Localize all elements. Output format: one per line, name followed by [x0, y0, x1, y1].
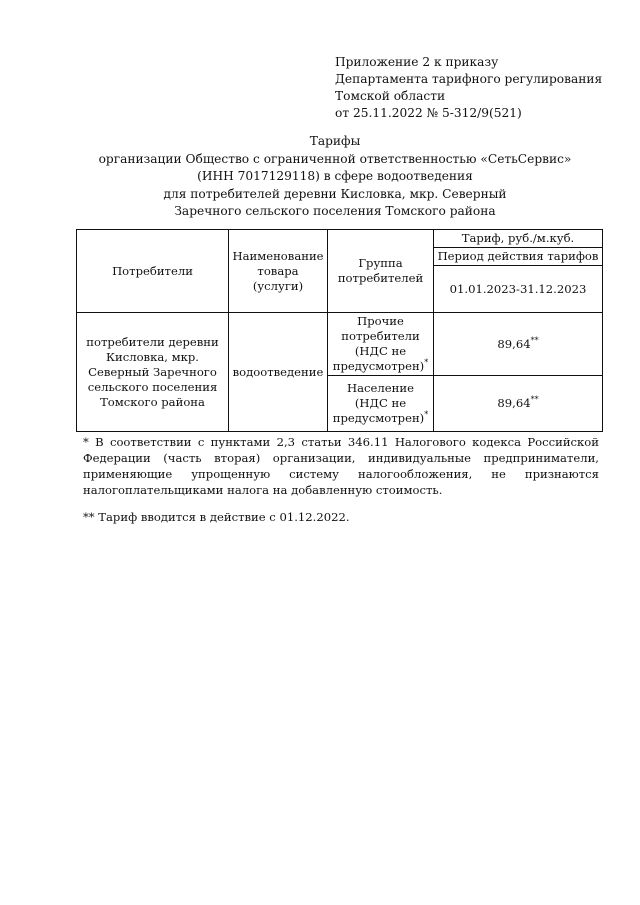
- header-period: Период действия тарифов: [434, 248, 603, 266]
- title-line-4: для потребителей деревни Кисловка, мкр. Северный: [163, 186, 507, 201]
- tariff-table: [76, 229, 603, 432]
- cell-tariff-value: [434, 313, 603, 376]
- cell-group: [328, 376, 434, 432]
- footnote-1: * В соответствии с пунктами 2,3 статьи 346.11 Налогового кодекса Российской Федерации (часть вторая) организации, индивидуальные предприниматели, применяющие упрощенную систему налогообложения, не признаются налогоплательщиками налога на добавленную стоимость.: [83, 435, 599, 497]
- footnote-mark: *: [424, 358, 429, 368]
- header-product: Наименование товара (услуги): [229, 230, 328, 313]
- header-tariff: Тариф, руб./м.куб.: [434, 230, 603, 248]
- title-line-5: Заречного сельского поселения Томского района: [174, 204, 496, 218]
- appendix-line-3: Томской области: [335, 89, 446, 103]
- appendix-line-1: Приложение 2 к приказу: [335, 55, 499, 69]
- table-row: [77, 313, 603, 376]
- cell-consumer: потребители деревни Кисловка, мкр. Северный Заречного сельского поселения Томского района: [77, 313, 229, 432]
- appendix-header: [335, 54, 625, 122]
- appendix-line-4: от 25.11.2022 № 5-312/9(521): [335, 106, 522, 120]
- cell-tariff-value: [434, 376, 603, 432]
- appendix-line-2: Департамента тарифного регулирования: [335, 72, 603, 86]
- tariff-value: 89,64: [497, 396, 531, 410]
- title-line-1: Тарифы: [309, 134, 361, 148]
- header-period-value: 01.01.2023-31.12.2023: [434, 266, 603, 313]
- cell-group: [328, 313, 434, 376]
- footnote-2: ** Тариф вводится в действие с 01.12.2022.: [83, 510, 350, 524]
- table-header-row: [77, 230, 603, 248]
- footnotes: [83, 434, 599, 525]
- footnote-mark: **: [530, 395, 539, 405]
- group-text: Население (НДС не предусмотрен): [332, 381, 425, 425]
- header-consumers: Потребители: [77, 230, 229, 313]
- title-line-3: (ИНН 7017129118) в сфере водоотведения: [197, 169, 473, 183]
- footnote-mark: *: [424, 410, 429, 420]
- cell-product: водоотведение: [229, 313, 328, 432]
- footnote-mark: **: [530, 335, 539, 345]
- group-text: Прочие потребители (НДС не предусмотрен): [332, 314, 425, 373]
- document-title: [40, 133, 630, 221]
- tariff-value: 89,64: [497, 336, 531, 351]
- title-line-2: организации Общество с ограниченной ответственностью «СетьСервис»: [98, 151, 572, 166]
- header-group: Группа потребителей: [328, 230, 434, 313]
